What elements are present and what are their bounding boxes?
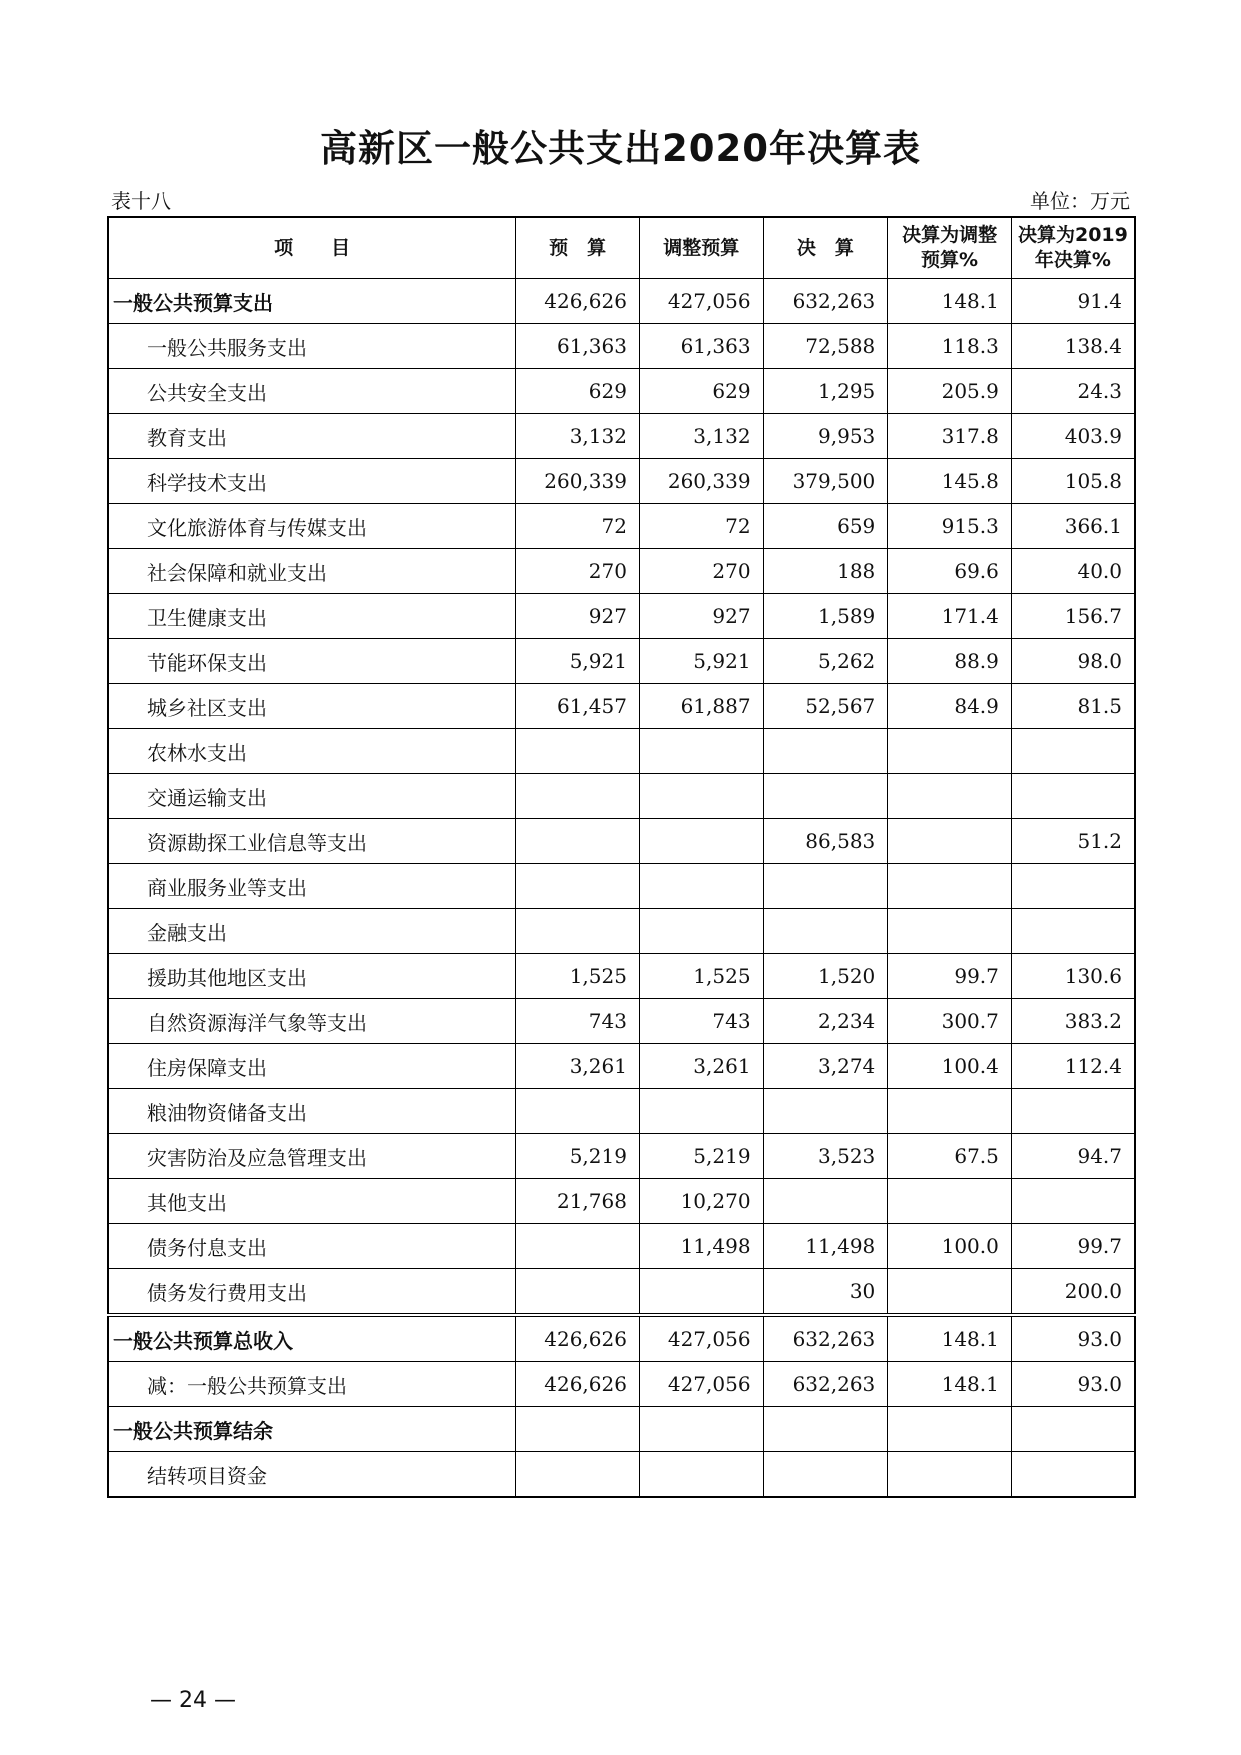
table-row xyxy=(108,549,1135,594)
row-item-name: 社会保障和就业支出 xyxy=(108,549,516,594)
row-value-cell: 105.8 xyxy=(1011,459,1135,504)
row-value-cell: 100.4 xyxy=(888,1044,1012,1089)
row-item-name: 一般公共服务支出 xyxy=(108,324,516,369)
row-value-cell xyxy=(516,909,640,954)
row-item-name: 灾害防治及应急管理支出 xyxy=(108,1134,516,1179)
row-item-name: 减：一般公共预算支出 xyxy=(108,1362,516,1407)
row-item-name: 商业服务业等支出 xyxy=(108,864,516,909)
table-row xyxy=(108,324,1135,369)
row-value-cell xyxy=(639,819,763,864)
row-value-cell: 270 xyxy=(639,549,763,594)
row-value-cell: 61,457 xyxy=(516,684,640,729)
row-value-cell: 915.3 xyxy=(888,504,1012,549)
row-value-cell: 130.6 xyxy=(1011,954,1135,999)
row-value-cell: 200.0 xyxy=(1011,1269,1135,1316)
row-value-cell xyxy=(516,1269,640,1316)
row-value-cell: 91.4 xyxy=(1011,279,1135,324)
table-row xyxy=(108,1044,1135,1089)
row-value-cell: 743 xyxy=(639,999,763,1044)
row-value-cell: 148.1 xyxy=(888,1315,1012,1362)
row-value-cell xyxy=(1011,1407,1135,1452)
table-row xyxy=(108,864,1135,909)
row-value-cell: 10,270 xyxy=(639,1179,763,1224)
row-value-cell: 3,132 xyxy=(639,414,763,459)
table-row xyxy=(108,774,1135,819)
header-item: 项 目 xyxy=(108,217,516,279)
row-value-cell: 2,234 xyxy=(763,999,888,1044)
row-value-cell xyxy=(888,1269,1012,1316)
row-value-cell: 145.8 xyxy=(888,459,1012,504)
header-pct-of-adjusted: 决算为调整预算% xyxy=(888,217,1012,279)
table-row xyxy=(108,1269,1135,1316)
budget-table xyxy=(107,216,1136,1498)
row-value-cell: 11,498 xyxy=(639,1224,763,1269)
row-value-cell xyxy=(763,1089,888,1134)
row-value-cell xyxy=(516,729,640,774)
row-value-cell xyxy=(763,1407,888,1452)
table-row xyxy=(108,1315,1135,1362)
row-value-cell: 52,567 xyxy=(763,684,888,729)
row-value-cell: 188 xyxy=(763,549,888,594)
row-value-cell xyxy=(888,864,1012,909)
row-value-cell: 632,263 xyxy=(763,1315,888,1362)
row-value-cell xyxy=(639,1269,763,1316)
row-value-cell xyxy=(888,819,1012,864)
table-row xyxy=(108,1134,1135,1179)
row-value-cell: 61,363 xyxy=(639,324,763,369)
row-value-cell xyxy=(516,864,640,909)
row-value-cell: 632,263 xyxy=(763,1362,888,1407)
row-value-cell: 72 xyxy=(639,504,763,549)
unit-label: 单位：万元 xyxy=(1030,189,1130,213)
row-value-cell xyxy=(763,729,888,774)
row-value-cell xyxy=(888,1407,1012,1452)
row-value-cell: 1,525 xyxy=(639,954,763,999)
row-value-cell: 93.0 xyxy=(1011,1362,1135,1407)
row-item-name: 科学技术支出 xyxy=(108,459,516,504)
row-value-cell: 51.2 xyxy=(1011,819,1135,864)
row-value-cell: 1,589 xyxy=(763,594,888,639)
row-value-cell xyxy=(763,1179,888,1224)
row-value-cell xyxy=(888,1179,1012,1224)
row-value-cell: 99.7 xyxy=(1011,1224,1135,1269)
row-value-cell: 270 xyxy=(516,549,640,594)
row-value-cell xyxy=(639,774,763,819)
table-row xyxy=(108,819,1135,864)
row-value-cell: 427,056 xyxy=(639,1362,763,1407)
row-value-cell: 3,261 xyxy=(639,1044,763,1089)
row-value-cell: 5,262 xyxy=(763,639,888,684)
header-pct-of-2019: 决算为2019年决算% xyxy=(1011,217,1135,279)
table-row xyxy=(108,1452,1135,1498)
table-body xyxy=(108,279,1135,1498)
row-value-cell: 300.7 xyxy=(888,999,1012,1044)
table-row xyxy=(108,369,1135,414)
row-value-cell xyxy=(639,1452,763,1498)
row-value-cell: 427,056 xyxy=(639,1315,763,1362)
table-row xyxy=(108,414,1135,459)
row-item-name: 文化旅游体育与传媒支出 xyxy=(108,504,516,549)
row-value-cell xyxy=(516,1452,640,1498)
row-item-name: 结转项目资金 xyxy=(108,1452,516,1498)
row-value-cell: 1,295 xyxy=(763,369,888,414)
row-value-cell: 156.7 xyxy=(1011,594,1135,639)
row-value-cell xyxy=(1011,729,1135,774)
row-value-cell xyxy=(516,1089,640,1134)
row-value-cell: 260,339 xyxy=(516,459,640,504)
row-value-cell: 72,588 xyxy=(763,324,888,369)
table-label: 表十八 xyxy=(111,189,171,213)
row-value-cell xyxy=(1011,1179,1135,1224)
table-row xyxy=(108,639,1135,684)
row-item-name: 资源勘探工业信息等支出 xyxy=(108,819,516,864)
row-value-cell: 743 xyxy=(516,999,640,1044)
row-value-cell xyxy=(1011,1089,1135,1134)
row-value-cell xyxy=(888,774,1012,819)
row-item-name: 债务付息支出 xyxy=(108,1224,516,1269)
row-item-name: 交通运输支出 xyxy=(108,774,516,819)
row-value-cell xyxy=(516,1407,640,1452)
row-value-cell: 81.5 xyxy=(1011,684,1135,729)
row-value-cell: 427,056 xyxy=(639,279,763,324)
row-value-cell: 927 xyxy=(639,594,763,639)
row-value-cell: 1,525 xyxy=(516,954,640,999)
row-value-cell: 383.2 xyxy=(1011,999,1135,1044)
row-value-cell: 5,219 xyxy=(516,1134,640,1179)
row-item-name: 城乡社区支出 xyxy=(108,684,516,729)
row-value-cell: 84.9 xyxy=(888,684,1012,729)
table-row xyxy=(108,1362,1135,1407)
row-item-name: 一般公共预算结余 xyxy=(108,1407,516,1452)
row-value-cell: 426,626 xyxy=(516,1315,640,1362)
row-value-cell: 659 xyxy=(763,504,888,549)
row-value-cell: 72 xyxy=(516,504,640,549)
row-value-cell: 426,626 xyxy=(516,1362,640,1407)
table-header-row xyxy=(108,217,1135,279)
row-item-name: 教育支出 xyxy=(108,414,516,459)
row-value-cell xyxy=(639,864,763,909)
row-value-cell: 88.9 xyxy=(888,639,1012,684)
row-value-cell xyxy=(639,1089,763,1134)
row-value-cell xyxy=(888,729,1012,774)
table-row xyxy=(108,594,1135,639)
row-value-cell: 171.4 xyxy=(888,594,1012,639)
row-value-cell xyxy=(1011,1452,1135,1498)
row-item-name: 公共安全支出 xyxy=(108,369,516,414)
row-value-cell xyxy=(763,909,888,954)
row-value-cell: 61,887 xyxy=(639,684,763,729)
row-value-cell xyxy=(763,1452,888,1498)
row-value-cell xyxy=(516,819,640,864)
row-item-name: 节能环保支出 xyxy=(108,639,516,684)
row-value-cell xyxy=(1011,864,1135,909)
table-row xyxy=(108,1179,1135,1224)
row-value-cell: 93.0 xyxy=(1011,1315,1135,1362)
row-value-cell: 3,523 xyxy=(763,1134,888,1179)
row-value-cell: 1,520 xyxy=(763,954,888,999)
table-row xyxy=(108,684,1135,729)
row-item-name: 卫生健康支出 xyxy=(108,594,516,639)
table-row xyxy=(108,279,1135,324)
row-item-name: 农林水支出 xyxy=(108,729,516,774)
row-value-cell: 86,583 xyxy=(763,819,888,864)
row-value-cell: 61,363 xyxy=(516,324,640,369)
table-row xyxy=(108,1224,1135,1269)
row-value-cell: 112.4 xyxy=(1011,1044,1135,1089)
row-value-cell: 11,498 xyxy=(763,1224,888,1269)
table-row xyxy=(108,459,1135,504)
row-value-cell xyxy=(639,909,763,954)
row-value-cell: 5,921 xyxy=(639,639,763,684)
row-value-cell: 21,768 xyxy=(516,1179,640,1224)
table-row xyxy=(108,729,1135,774)
row-value-cell: 260,339 xyxy=(639,459,763,504)
row-value-cell xyxy=(516,774,640,819)
row-value-cell: 403.9 xyxy=(1011,414,1135,459)
row-value-cell: 148.1 xyxy=(888,1362,1012,1407)
row-value-cell xyxy=(639,1407,763,1452)
row-value-cell xyxy=(639,729,763,774)
row-item-name: 自然资源海洋气象等支出 xyxy=(108,999,516,1044)
row-value-cell: 5,219 xyxy=(639,1134,763,1179)
row-value-cell xyxy=(888,1089,1012,1134)
row-value-cell: 100.0 xyxy=(888,1224,1012,1269)
row-value-cell xyxy=(763,864,888,909)
row-item-name: 一般公共预算支出 xyxy=(108,279,516,324)
row-value-cell: 205.9 xyxy=(888,369,1012,414)
row-value-cell: 3,132 xyxy=(516,414,640,459)
row-item-name: 粮油物资储备支出 xyxy=(108,1089,516,1134)
row-value-cell: 426,626 xyxy=(516,279,640,324)
row-value-cell: 67.5 xyxy=(888,1134,1012,1179)
row-value-cell: 118.3 xyxy=(888,324,1012,369)
row-value-cell: 366.1 xyxy=(1011,504,1135,549)
row-value-cell: 69.6 xyxy=(888,549,1012,594)
row-item-name: 债务发行费用支出 xyxy=(108,1269,516,1316)
row-value-cell: 30 xyxy=(763,1269,888,1316)
row-item-name: 一般公共预算总收入 xyxy=(108,1315,516,1362)
row-value-cell: 3,261 xyxy=(516,1044,640,1089)
table-row xyxy=(108,1089,1135,1134)
row-value-cell xyxy=(1011,774,1135,819)
table-row xyxy=(108,1407,1135,1452)
row-value-cell xyxy=(763,774,888,819)
row-value-cell: 5,921 xyxy=(516,639,640,684)
row-value-cell xyxy=(888,909,1012,954)
row-value-cell: 927 xyxy=(516,594,640,639)
row-item-name: 其他支出 xyxy=(108,1179,516,1224)
row-value-cell: 99.7 xyxy=(888,954,1012,999)
row-value-cell: 629 xyxy=(639,369,763,414)
page-number: — 24 — xyxy=(150,1688,236,1713)
row-value-cell xyxy=(1011,909,1135,954)
page-title: 高新区一般公共支出2020年决算表 xyxy=(320,127,921,170)
row-item-name: 住房保障支出 xyxy=(108,1044,516,1089)
row-value-cell: 94.7 xyxy=(1011,1134,1135,1179)
row-value-cell: 629 xyxy=(516,369,640,414)
row-value-cell: 98.0 xyxy=(1011,639,1135,684)
header-budget: 预 算 xyxy=(516,217,640,279)
row-item-name: 金融支出 xyxy=(108,909,516,954)
header-final-account: 决 算 xyxy=(763,217,888,279)
table-row xyxy=(108,504,1135,549)
row-value-cell: 40.0 xyxy=(1011,549,1135,594)
row-value-cell: 138.4 xyxy=(1011,324,1135,369)
row-value-cell: 379,500 xyxy=(763,459,888,504)
row-value-cell: 9,953 xyxy=(763,414,888,459)
table-row xyxy=(108,909,1135,954)
row-item-name: 援助其他地区支出 xyxy=(108,954,516,999)
row-value-cell xyxy=(888,1452,1012,1498)
row-value-cell: 148.1 xyxy=(888,279,1012,324)
row-value-cell: 317.8 xyxy=(888,414,1012,459)
row-value-cell: 24.3 xyxy=(1011,369,1135,414)
table-row xyxy=(108,999,1135,1044)
header-adjusted-budget: 调整预算 xyxy=(639,217,763,279)
row-value-cell: 3,274 xyxy=(763,1044,888,1089)
row-value-cell xyxy=(516,1224,640,1269)
table-row xyxy=(108,954,1135,999)
row-value-cell: 632,263 xyxy=(763,279,888,324)
